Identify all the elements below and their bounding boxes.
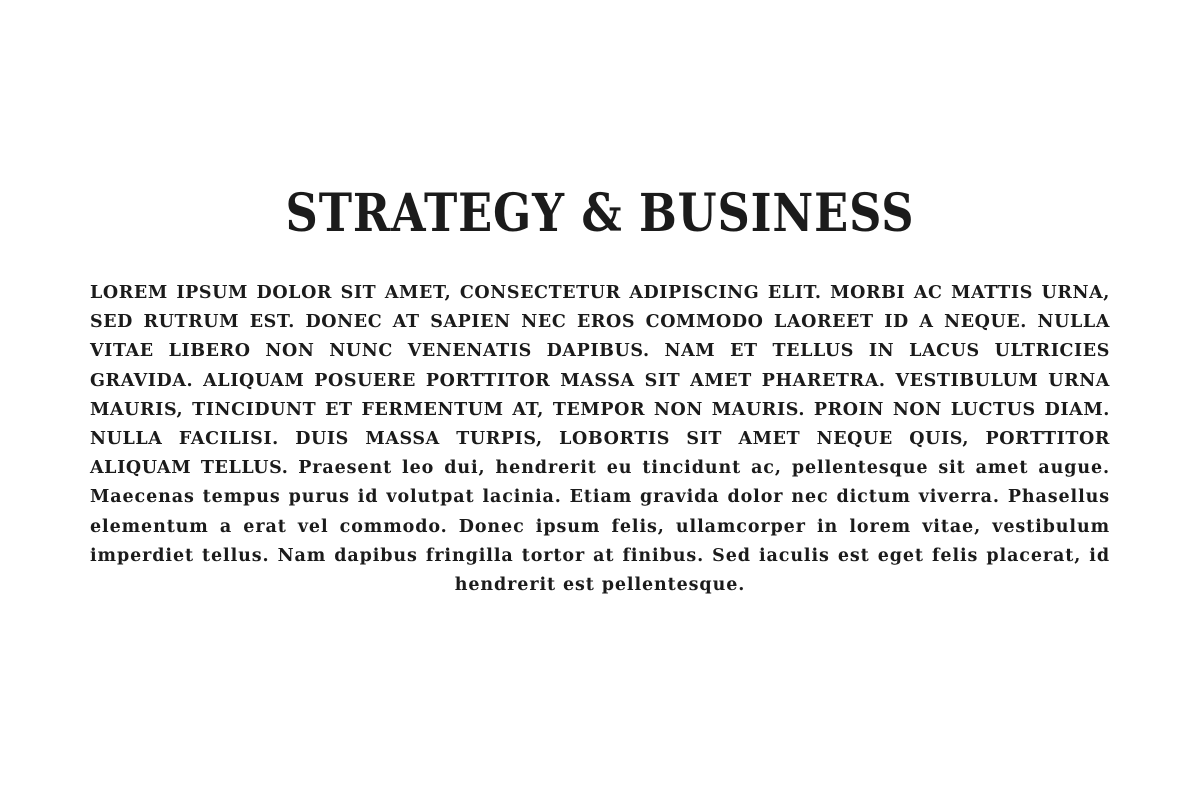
body-text-uppercase: LOREM IPSUM DOLOR SIT AMET, CONSECTETUR ADIPISCING ELIT. MORBI AC MATTIS URNA, SED RUTRUM EST. DONEC AT SAPIEN NEC EROS COMMODO LAOREET ID A NEQUE. NULLA VITAE LIBERO NON NUNC VENENATIS DAPIBUS. NAM ET TELLUS IN LACUS ULTRICIES GRAVIDA. ALIQUAM POSUERE PORTTITOR MASSA SIT AMET PHARETRA. VESTIBULUM URNA MAURIS, TINCIDUNT ET FERMENTUM AT, TEMPOR NON MAURIS. PROIN NON LUCTUS DIAM. NULLA FACILISI. DUIS MASSA TURPIS, LOBORTIS SIT AMET NEQUE QUIS, PORTTITOR ALIQUAM TELLUS.: [90, 283, 1110, 479]
body-text-mixed-case: Praesent leo dui, hendrerit eu tincidunt ac, pellentesque sit amet augue. Maecenas tempus purus id volutpat lacinia. Etiam gravida dolor nec dictum viverra. Phasellus elementum a erat vel commodo. Donec ipsum felis, ullamcorper in lorem vitae, vestibulum imperdiet tellus. Nam dapibus fringilla tortor at finibus. Sed iaculis est eget felis placerat, id hendrerit est pellentesque.: [90, 458, 1110, 596]
page-title: STRATEGY & BUSINESS: [285, 183, 915, 244]
body-paragraph: [90, 279, 1110, 600]
